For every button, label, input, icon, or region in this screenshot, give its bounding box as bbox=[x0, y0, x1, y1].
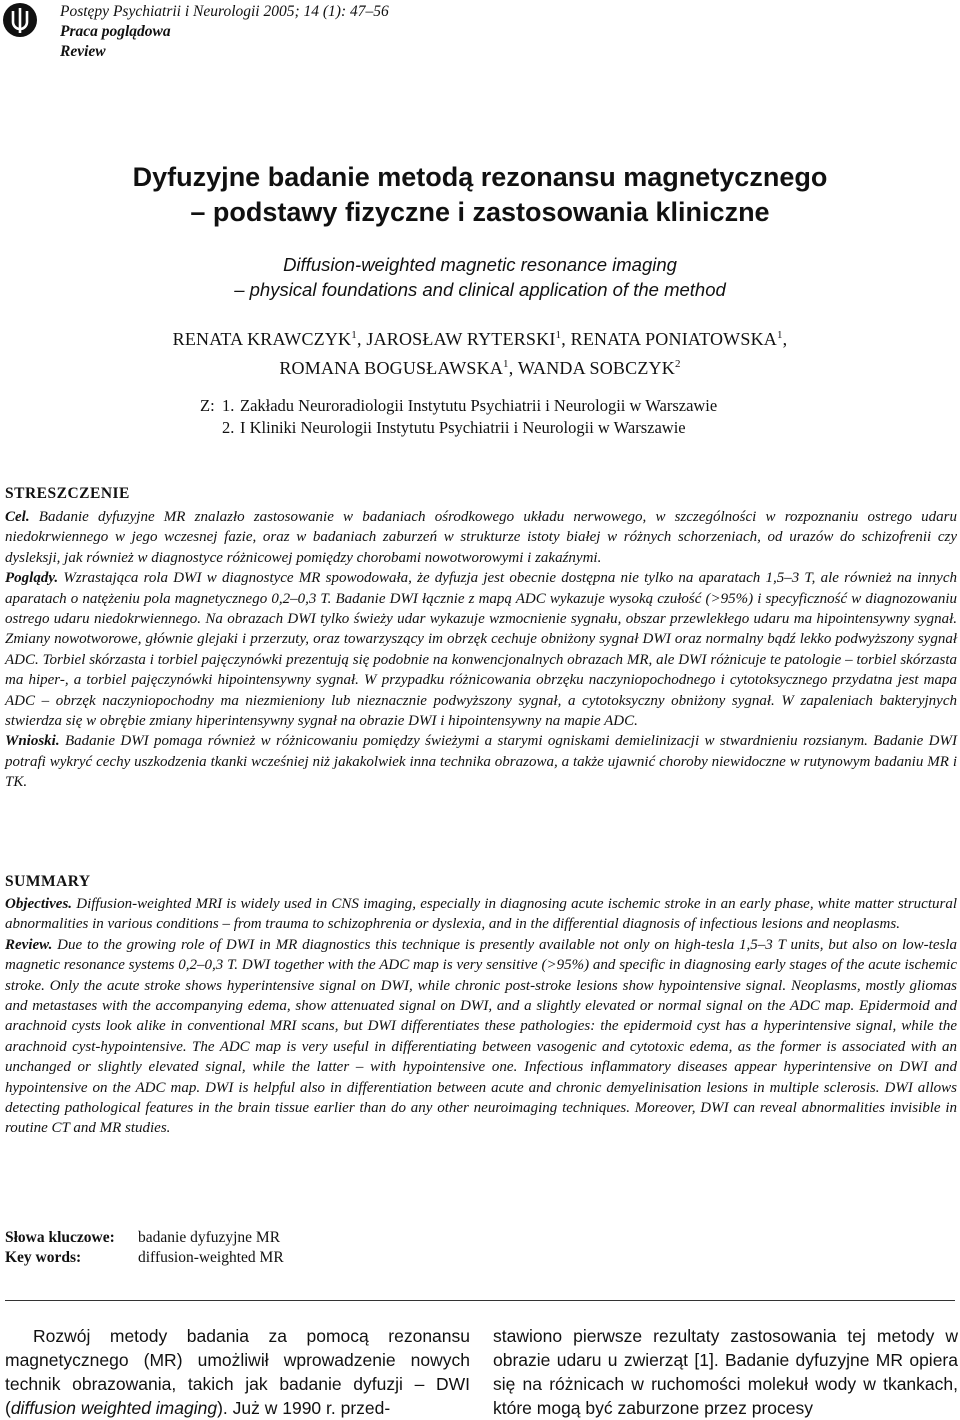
author-separator: , bbox=[782, 329, 788, 349]
abstract-paragraph bbox=[5, 894, 957, 935]
journal-citation: Postępy Psychiatrii i Neurologii 2005; 14 (1): 47–56 bbox=[60, 3, 389, 20]
authors-line-2 bbox=[0, 352, 960, 381]
section-text: Badanie DWI pomaga również w różnicowaniu pomiędzy świeżymi a starymi ogniskami demielinizacji w stwardnieniu rozsianym. Badanie DWI potrafi wykryć cechy uszkodzenia tkanki wcześniej niż jakakolwiek inna technika obrazowa, a także ujawnić choroby niewidoczne w rutynowym badaniu MR i TK. bbox=[5, 733, 957, 791]
section-divider bbox=[5, 1300, 955, 1301]
section-label: Cel. bbox=[5, 509, 30, 525]
affiliation-number: 2. bbox=[222, 418, 235, 437]
title-line-2: – podstawy fizyczne i zastosowania kliniczne bbox=[190, 197, 770, 227]
authors-line-1 bbox=[0, 323, 960, 352]
section-label: Review. bbox=[5, 936, 53, 953]
affiliation-number: 1. bbox=[222, 396, 235, 415]
journal-logo bbox=[2, 2, 38, 38]
abstract-paragraph bbox=[5, 507, 957, 568]
affiliation-text: Zakładu Neuroradiologii Instytutu Psychiatrii i Neurologii w Warszawie bbox=[240, 396, 718, 415]
section-label: Wnioski. bbox=[5, 733, 60, 750]
section-label: Objectives. bbox=[5, 896, 73, 912]
subtitle-line-2: – physical foundations and clinical application of the method bbox=[234, 279, 726, 300]
section-label: Poglądy. bbox=[5, 570, 59, 587]
author-affiliation-mark: 1 bbox=[351, 329, 357, 341]
author-name: RENATA PONIATOWSKA bbox=[570, 329, 777, 349]
streszczenie-heading: STRESZCZENIE bbox=[5, 485, 130, 502]
abstract-paragraph bbox=[5, 731, 957, 792]
body-paragraph: stawiono pierwsze rezultaty zastosowania tej metody w obrazie udaru u zwierząt [1]. Badanie dyfuzyjne MR opiera się na różnicach w ruchomości molekuł wody w tkankach, które mogą być zaburzone przez procesy bbox=[493, 1326, 958, 1418]
body-paragraph bbox=[5, 1324, 470, 1420]
abstract-paragraph bbox=[5, 935, 957, 1139]
keywords-value: diffusion-weighted MR bbox=[138, 1249, 284, 1266]
author-list bbox=[0, 323, 960, 381]
author-affiliation-mark: 1 bbox=[555, 329, 562, 341]
affiliations bbox=[200, 395, 717, 439]
affiliation-item bbox=[200, 417, 717, 439]
author-separator: , bbox=[508, 358, 518, 378]
section-text: Diffusion-weighted MRI is widely used in CNS imaging, especially in diagnosing acute ischemic stroke in an early phase, white matter structural abnormalities in various conditions – from trauma to schizophrenia or dyslexia, and in the differential diagnosis of infectious lesions and neoplasms. bbox=[5, 896, 957, 933]
author-separator: , bbox=[356, 329, 367, 349]
section-text: Wzrastająca rola DWI w diagnostyce MR spowodowała, że dyfuzja jest obecnie dostępna nie tylko na aparatach 1,5–3 T, ale również na innych aparatach o natężeniu pola magnetycznego 0,2–0,3 T. Badanie DWI łącznie z mapą ADC wykazuje wysoką czułość (>95%) i specyficzność w diagnozowaniu ostrego udaru niedokrwiennego. Na obrazach DWI tylko świeży udar wykazuje wzmocnienie sygnału, obszar przewlekłego udaru ma hipointensywny sygnał. Zmiany nowotworowe, głównie glejaki i przerzuty, oraz towarzyszący im obrzęk cechuje obniżony sygnał DWI oraz normalny bądź lekko podwyższony sygnał ADC. Torbiel skórzasta i torbiel pajęczynówki prezentują się podobnie na konwencjonalnych obrazach MR, ale DWI różnicuje te patologie – torbiel skórzasta ma hiper-, a torbiel pajęczynówki hipointensywny sygnał. W przypadku różnicowania obrzęku naczyniopochodnego i cytotoksycznego przydatna jest mapa ADC – obrzęk naczyniopochodny ma niezmieniony lub nieznacznie podwyższony sygnał, a cytotoksyczny obniżony sygnał. W zapaleniach bakteryjnych stwierdza się w obrębie zmiany hiperintensywny sygnał na obrazie DWI i hipointensywny na mapie ADC. bbox=[5, 570, 957, 730]
author-separator: , bbox=[561, 329, 571, 349]
title-line-1: Dyfuzyjne badanie metodą rezonansu magnetycznego bbox=[132, 162, 828, 192]
keywords-pl bbox=[5, 1228, 284, 1248]
keywords-label: Key words: bbox=[5, 1249, 82, 1266]
affiliation-prefix: Z: bbox=[200, 396, 215, 415]
summary-heading: SUMMARY bbox=[5, 873, 91, 890]
author-name: ROMANA BOGUSŁAWSKA bbox=[279, 358, 504, 378]
subtitle-line-1: Diffusion-weighted magnetic resonance imaging bbox=[283, 254, 677, 275]
author-name: WANDA SOBCZYK bbox=[517, 358, 675, 378]
body-text-italic: diffusion weighted imaging bbox=[10, 1398, 218, 1418]
author-name: JAROSŁAW RYTERSKI bbox=[366, 329, 556, 349]
affiliation-text: I Kliniki Neurologii Instytutu Psychiatrii i Neurologii w Warszawie bbox=[240, 418, 686, 437]
body-column-left bbox=[5, 1324, 470, 1420]
article-type-pl: Praca poglądowa bbox=[60, 23, 171, 40]
abstract-paragraph bbox=[5, 568, 957, 731]
streszczenie-body bbox=[5, 507, 957, 793]
article-title bbox=[0, 160, 960, 230]
keywords-label: Słowa kluczowe: bbox=[5, 1229, 115, 1246]
keywords-value: badanie dyfuzyjne MR bbox=[138, 1229, 281, 1246]
keywords-en bbox=[5, 1248, 284, 1268]
section-text: Badanie dyfuzyjne MR znalazło zastosowanie w badaniach ośrodkowego układu nerwowego, w szczególności w rozpoznaniu ostrego udaru niedokrwiennego w jego wczesnej fazie, oraz w badaniach zaburzeń w strukturze istoty białej w różnych schorzeniach, od urazów do schizofrenii czy dysleksji, jak również w diagnostyce różnicowej pomiędzy chorobami nowotworowymi i zakaźnymi. bbox=[5, 509, 957, 566]
section-text: Due to the growing role of DWI in MR diagnostics this technique is presently available not only on high-tesla 1,5–3 T units, but also on low-tesla magnetic resonance systems 0,2–0,3 T. DWI together with the ADC map is very sensitive (>95%) and specific in diagnosing early stages of the acute ischemic stroke. Only the acute stroke shows hyperintensive signal on DWI, while chronic post-stroke lesions show hypointensive signal. Neoplasms, mostly gliomas and metastases with the accompanying edema, show attenuated signal on DWI, and a slightly elevated or normal signal on the ADC map. Epidermoid and arachnoid cysts look alike in conventional MRI scans, but DWI differentiates these pathologies: the epidermoid cyst has a hyperintensive signal, while the arachnoid cyst-hypointensive. The ADC map is very useful in differentiating between vasogenic and cytotoxic edema, as the former is associated with an unchanged or slightly elevated signal, while the latter – with hypointensive one. Infectious inflammatory diseases appear hyperintensive on DWI and hypointensive on the ADC map. DWI is helpful also in differentiation between acute and chronic demyelinisation lesions in multiple sclerosis. DWI allows detecting pathological features in the brain tissue earlier than do any other neuroimaging techniques. Moreover, DWI can reveal abnormalities invisible in routine CT and MR studies. bbox=[5, 936, 957, 1137]
author-affiliation-mark: 1 bbox=[503, 358, 509, 370]
body-text: ). Już w 1990 r. przed- bbox=[217, 1398, 391, 1418]
author-affiliation-mark: 2 bbox=[674, 358, 681, 370]
affiliation-item bbox=[200, 395, 717, 417]
article-subtitle bbox=[0, 252, 960, 302]
body-text: Rozwój metody badania za pomocą rezonansu magnetycznego (MR) umożliwił wprowadzenie nowych technik obrazowania, takich jak badanie dyfuzji – DWI ( bbox=[5, 1326, 470, 1418]
summary-body bbox=[5, 894, 957, 1139]
article-type-en: Review bbox=[60, 43, 106, 60]
journal-header bbox=[60, 2, 389, 62]
body-column-right bbox=[493, 1324, 958, 1420]
author-affiliation-mark: 1 bbox=[776, 329, 783, 341]
author-name: RENATA KRAWCZYK bbox=[172, 329, 352, 349]
keywords bbox=[5, 1228, 284, 1268]
